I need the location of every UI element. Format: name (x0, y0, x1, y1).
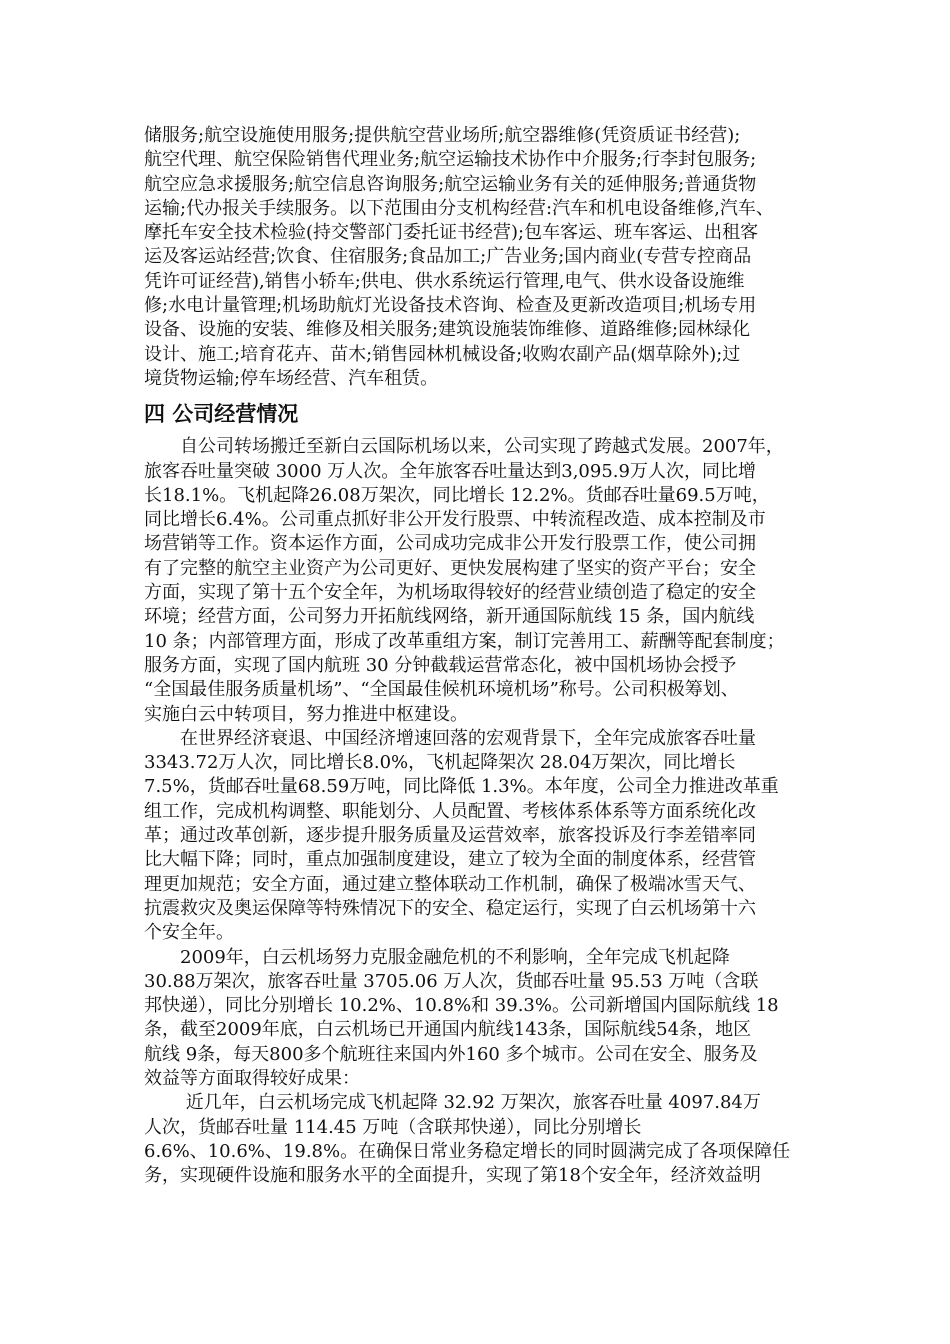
paragraph-recent-years: 近几年，白云机场完成飞机起降 32.92 万架次，旅客吞吐量 4097.84万 人次，货邮吞吐量 114.45 万吨（含联邦快递），同比分别增长 6.6%、10.6%、19.8%。在确保日常业务稳定增长的同时圆满完成了各项保障任 务，实现硬件设施和服务水平的全面提升，实现了第18个安全年，经济效益明 (144, 1092, 791, 1187)
section-heading: 四 公司经营情况 (144, 402, 299, 427)
paragraph-2008: 在世界经济衰退、中国经济增速回落的宏观背景下，全年完成旅客吞吐量 3343.72万人次，同比增长8.0%，飞机起降架次 28.04万架次，同比增长 7.5%，货邮吞吐量68.59万吨，同比降低 1.3%。本年度，公司全力推进改革重 组工作，完成机构调整、职能划分、人员配置、考核体系体系等方面系统化改 革；通过改革创新，逐步提升服务质量及运营效率，旅客投诉及行李差错率同 比大幅下降；同时，重点加强制度建设，建立了较为全面的制度体系，经营管 理更加规范；安全方面，通过建立整体联动工作机制，确保了极端冰雪天气、 抗震救灾及奥运保障等特殊情况下的安全、稳定运行，实现了白云机场第十六 个安全年。 (144, 727, 779, 944)
business-scope-continuation: 储服务;航空设施使用服务;提供航空营业场所;航空器维修(凭资质证书经营); 航空代理、航空保险销售代理业务;航空运输技术协作中介服务;行李封包服务; 航空应急求援服务;航空信息咨询服务;航空运输业务有关的延伸服务;普通货物 运输;代办报关手续服务。以下范围由分支机构经营:汽车和机电设备维修,汽车、 摩托车安全技术检验(持交警部门委托证书经营);包车客运、班车客运、出租客 运及客运站经营;饮食、住宿服务;食品加工;广告业务;国内商业(专营专控商品 凭许可证经营),销售小轿车;供电、供水系统运行管理,电气、供水设备设施维 修;水电计量管理;机场助航灯光设备技术咨询、检查及更新改造项目;机场专用 设备、设施的安装、维修及相关服务;建筑设施装饰维修、道路维修;园林绿化 设计、施工;培育花卉、苗木;销售园林机械设备;收购农副产品(烟草除外);过 境货物运输;停车场经营、汽车租赁。 (144, 125, 774, 389)
paragraph-2007: 自公司转场搬迁至新白云国际机场以来，公司实现了跨越式发展。2007年， 旅客吞吐量突破 3000 万人次。全年旅客吞吐量达到3,095.9万人次，同比增 长18.1%。飞机起降26.08万架次，同比增长 12.2%。货邮吞吐量69.5万吨， 同比增长6.4%。公司重点抓好非公开发行股票、中转流程改造、成本控制及市 场营销等工作。资本运作方面，公司成功完成非公开发行股票工作，使公司拥 有了完整的航空主业资产为公司更好、更快发展构建了坚实的资产平台；安全 方面，实现了第十五个安全年，为机场取得较好的经营业绩创造了稳定的安全 环境；经营方面，公司努力开拓航线网络，新开通国际航线 15 条，国内航线 10 条；内部管理方面，形成了改革重组方案，制订完善用工、薪酬等配套制度； 服务方面，实现了国内航班 30 分钟截载运营常态化，被中国机场协会授予 “全国最佳服务质量机场”、“全国最佳候机环境机场”称号。公司积极筹划、 实施白云中转项目，努力推进中枢建设。 (144, 436, 785, 725)
paragraph-2009: 2009年，白云机场努力克服金融危机的不利影响，全年完成飞机起降 30.88万架次，旅客吞吐量 3705.06 万人次，货邮吞吐量 95.53 万吨（含联 邦快递），同比分别增长 10.2%、10.8%和 39.3%。公司新增国内国际航线 18 条，截至2009年底，白云机场已开通国内航线143条，国际航线54条，地区 航线 9条，每天800多个航班往来国内外160 多个城市。公司在安全、服务及 效益等方面取得较好成果： (144, 946, 779, 1089)
document-page (144, 124, 812, 1188)
